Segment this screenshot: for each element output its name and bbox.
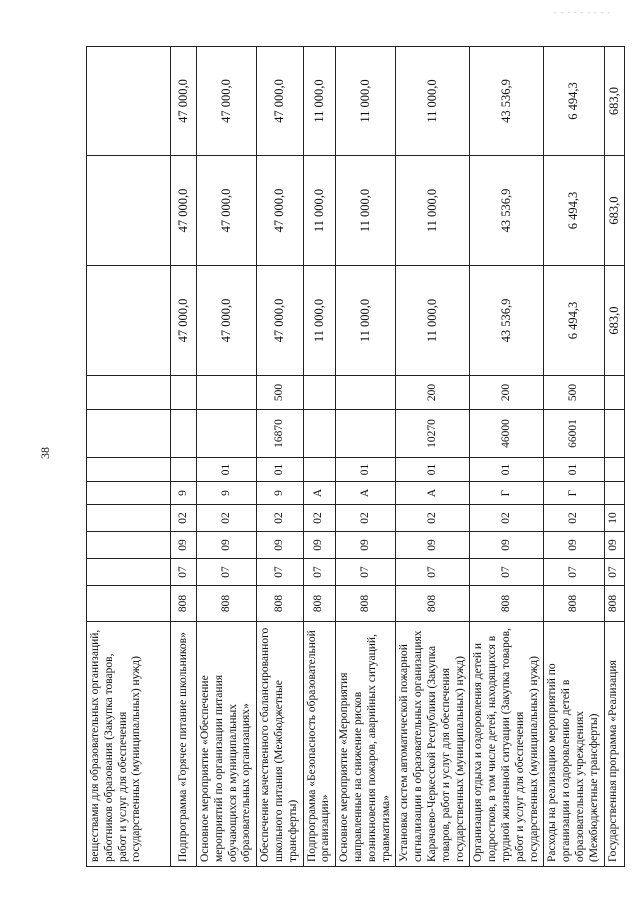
- code-expense-type: 500: [544, 376, 604, 410]
- code-program: 02: [257, 505, 303, 532]
- code-event: [604, 458, 624, 482]
- amount-col-1: 47 000,0: [257, 266, 303, 376]
- amount-col-3: 11 000,0: [336, 47, 396, 156]
- amount-col-1: [87, 266, 171, 376]
- code-rz: 07: [303, 559, 336, 586]
- code-ved: 808: [336, 586, 396, 622]
- amount-col-1: 683,0: [604, 266, 624, 376]
- code-program: 02: [303, 505, 336, 532]
- row-name: Расходы на реализацию мероприятий по организации и оздоровлению детей в образовательных учреждениях (Межбюджетные трансферты): [544, 622, 604, 867]
- code-expense-type: 200: [470, 376, 544, 410]
- amount-col-3: 47 000,0: [171, 47, 197, 156]
- amount-col-2: 6 494,3: [544, 156, 604, 266]
- amount-col-2: 11 000,0: [336, 156, 396, 266]
- code-event: [87, 458, 171, 482]
- amount-col-2: [87, 156, 171, 266]
- row-name: Организация отдыха и оздоровления детей и подростков, в том числе детей, находящихся в трудной жизненной ситуации (Закупка товаров, работ и услуг для обеспечения государственных (муниципальных) нужд): [470, 622, 544, 867]
- code-pr: 09: [470, 532, 544, 559]
- amount-col-3: 11 000,0: [303, 47, 336, 156]
- table-row: [396, 47, 470, 867]
- code-event: 01: [470, 458, 544, 482]
- row-name: Обеспечение качественного сбалансированного школьного питания (Межбюджетные трансферты): [257, 622, 303, 867]
- amount-col-3: 6 494,3: [544, 47, 604, 156]
- code-program: 02: [544, 505, 604, 532]
- amount-col-1: 11 000,0: [303, 266, 336, 376]
- code-program: 02: [336, 505, 396, 532]
- code-program: 02: [171, 505, 197, 532]
- code-event: [303, 458, 336, 482]
- amount-col-3: 43 536,9: [470, 47, 544, 156]
- code-expense-type: [336, 376, 396, 410]
- code-subprogram: 9: [257, 482, 303, 505]
- code-event: 01: [544, 458, 604, 482]
- code-subprogram: А: [396, 482, 470, 505]
- code-pr: [87, 532, 171, 559]
- code-direction: 66001: [544, 410, 604, 458]
- amount-col-3: 47 000,0: [197, 47, 257, 156]
- code-ved: 808: [470, 586, 544, 622]
- code-expense-type: 500: [257, 376, 303, 410]
- table-row: [197, 47, 257, 867]
- code-rz: 07: [171, 559, 197, 586]
- code-expense-type: [604, 376, 624, 410]
- code-event: 01: [336, 458, 396, 482]
- amount-col-1: 47 000,0: [171, 266, 197, 376]
- amount-col-3: 11 000,0: [396, 47, 470, 156]
- budget-table: [86, 46, 625, 867]
- amount-col-1: 43 536,9: [470, 266, 544, 376]
- row-name: Подпрограмма «Безопасность образовательной организации»: [303, 622, 336, 867]
- code-pr: 09: [544, 532, 604, 559]
- amount-col-3: [87, 47, 171, 156]
- amount-col-1: 47 000,0: [197, 266, 257, 376]
- code-ved: 808: [604, 586, 624, 622]
- code-subprogram: Г: [544, 482, 604, 505]
- code-ved: 808: [544, 586, 604, 622]
- row-name: Основное мероприятие «Обеспечение мероприятий по организации питания обучающихся в муниципальных образовательных организациях»: [197, 622, 257, 867]
- amount-col-2: 43 536,9: [470, 156, 544, 266]
- code-subprogram: [604, 482, 624, 505]
- table-row: [544, 47, 604, 867]
- code-ved: 808: [197, 586, 257, 622]
- row-name: Установка систем автоматической пожарной сигнализации в образовательных организациях Карачаево-Черкесской Республики (Закупка товаров, работ и услуг для обеспечения государственных (муниципальных) нужд): [396, 622, 470, 867]
- code-ved: [87, 586, 171, 622]
- table-row: [336, 47, 396, 867]
- code-rz: 07: [257, 559, 303, 586]
- code-program: 10: [604, 505, 624, 532]
- code-program: 02: [470, 505, 544, 532]
- amount-col-2: 47 000,0: [257, 156, 303, 266]
- code-ved: 808: [171, 586, 197, 622]
- amount-col-2: 11 000,0: [303, 156, 336, 266]
- table-row: [303, 47, 336, 867]
- code-rz: 07: [544, 559, 604, 586]
- code-rz: 07: [470, 559, 544, 586]
- code-subprogram: Г: [470, 482, 544, 505]
- row-name: Подпрограмма «Горячее питание школьников»: [171, 622, 197, 867]
- amount-col-1: 6 494,3: [544, 266, 604, 376]
- code-direction: 10270: [396, 410, 470, 458]
- code-expense-type: [303, 376, 336, 410]
- amount-col-2: 47 000,0: [197, 156, 257, 266]
- code-expense-type: 200: [396, 376, 470, 410]
- code-ved: 808: [396, 586, 470, 622]
- code-direction: 16870: [257, 410, 303, 458]
- row-name: веществами для образовательных организаций, работников образования (Закупка товаров, работ и услуг для обеспечения государственных (муниципальных) нужд): [87, 622, 171, 867]
- code-direction: [197, 410, 257, 458]
- code-rz: [87, 559, 171, 586]
- row-name: Основное мероприятие «Мероприятия направленные на снижение рисков возникновения пожаров, аварийных ситуаций, травматизма»: [336, 622, 396, 867]
- amount-col-2: 47 000,0: [171, 156, 197, 266]
- code-subprogram: 9: [171, 482, 197, 505]
- code-program: 02: [197, 505, 257, 532]
- code-subprogram: 9: [197, 482, 257, 505]
- row-name: Государственная программа «Реализация: [604, 622, 624, 867]
- code-subprogram: [87, 482, 171, 505]
- amount-col-3: 47 000,0: [257, 47, 303, 156]
- code-event: 01: [197, 458, 257, 482]
- code-expense-type: [197, 376, 257, 410]
- code-pr: 09: [197, 532, 257, 559]
- code-direction: [336, 410, 396, 458]
- page-number: 38: [38, 447, 52, 459]
- code-pr: 09: [303, 532, 336, 559]
- code-rz: 07: [197, 559, 257, 586]
- amount-col-2: 683,0: [604, 156, 624, 266]
- code-rz: 07: [604, 559, 624, 586]
- code-rz: 07: [396, 559, 470, 586]
- amount-col-1: 11 000,0: [336, 266, 396, 376]
- code-event: 01: [396, 458, 470, 482]
- amount-col-1: 11 000,0: [396, 266, 470, 376]
- table-row: [87, 47, 171, 867]
- code-subprogram: А: [303, 482, 336, 505]
- code-pr: 09: [257, 532, 303, 559]
- code-direction: [303, 410, 336, 458]
- code-pr: 09: [336, 532, 396, 559]
- code-rz: 07: [336, 559, 396, 586]
- code-direction: [171, 410, 197, 458]
- code-program: 02: [396, 505, 470, 532]
- code-event: [171, 458, 197, 482]
- amount-col-2: 11 000,0: [396, 156, 470, 266]
- table-row: [604, 47, 624, 867]
- code-event: 01: [257, 458, 303, 482]
- code-ved: 808: [303, 586, 336, 622]
- code-expense-type: [87, 376, 171, 410]
- code-direction: 46000: [470, 410, 544, 458]
- amount-col-3: 683,0: [604, 47, 624, 156]
- table-row: [171, 47, 197, 867]
- table-row: [257, 47, 303, 867]
- code-pr: 09: [604, 532, 624, 559]
- scan-corner-mark: - - - - - - - - -: [554, 8, 611, 17]
- code-subprogram: А: [336, 482, 396, 505]
- code-direction: [87, 410, 171, 458]
- rotated-table-container: [86, 47, 621, 867]
- code-pr: 09: [396, 532, 470, 559]
- code-program: [87, 505, 171, 532]
- table-row: [470, 47, 544, 867]
- code-direction: [604, 410, 624, 458]
- code-expense-type: [171, 376, 197, 410]
- code-pr: 09: [171, 532, 197, 559]
- code-ved: 808: [257, 586, 303, 622]
